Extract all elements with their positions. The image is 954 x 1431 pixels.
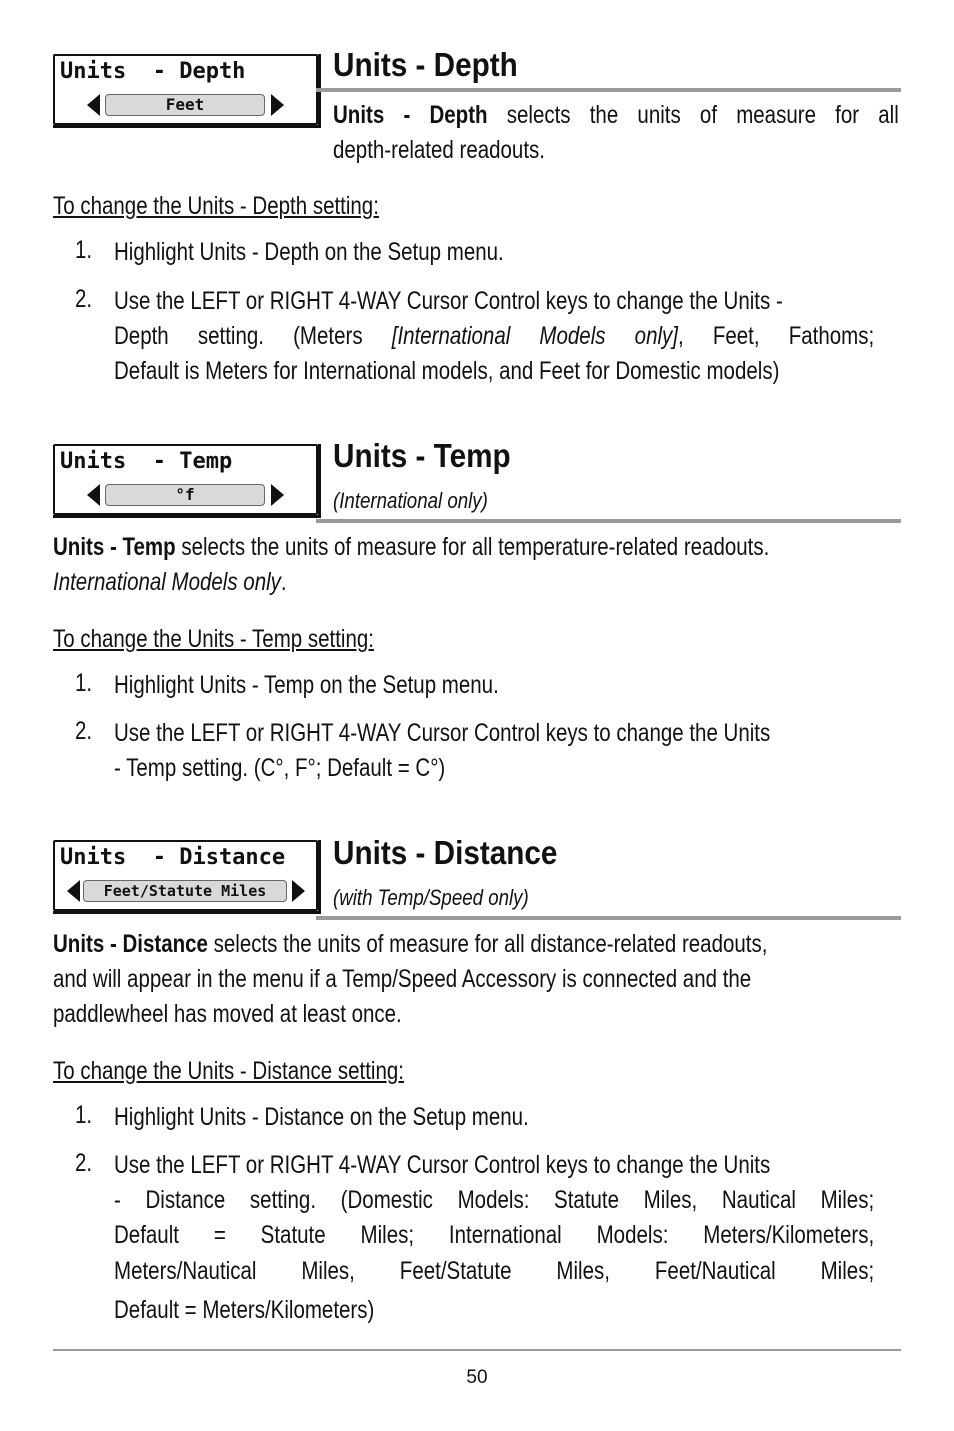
units-temp-menu-title: Units - Temp xyxy=(60,449,233,474)
right-arrow-icon xyxy=(292,880,305,902)
footer-rule xyxy=(53,1349,901,1351)
units-depth-step2-line2-italic: [International Models only] xyxy=(391,322,678,350)
units-distance-menu-widget xyxy=(53,840,318,911)
units-depth-step2-line2-a: Depth setting. (Meters xyxy=(114,322,363,350)
units-distance-desc-bold: Units - Distance xyxy=(53,930,208,958)
units-distance-step1-number: 1. xyxy=(75,1101,93,1129)
units-temp-step2-line2: - Temp setting. (C°, F°; Default = C°) xyxy=(114,754,446,782)
units-temp-heading: Units - Temp xyxy=(333,437,511,474)
units-temp-desc-line2 xyxy=(53,565,287,600)
units-temp-description xyxy=(53,530,769,565)
units-distance-menu-title: Units - Distance xyxy=(60,845,286,870)
units-distance-step2-number: 2. xyxy=(75,1149,93,1177)
left-arrow-icon xyxy=(87,94,100,116)
units-distance-step2-line5: Default = Meters/Kilometers) xyxy=(114,1296,375,1324)
units-depth-step2-number: 2. xyxy=(75,285,93,313)
units-depth-step2-line1: Use the LEFT or RIGHT 4-WAY Cursor Control keys to change the Units - xyxy=(114,287,783,315)
units-depth-heading: Units - Depth xyxy=(333,46,518,83)
units-distance-step2-line4: Meters/Nautical Miles, Feet/Statute Miles, Feet/Nautical Miles; xyxy=(114,1257,875,1285)
units-distance-description xyxy=(53,927,767,962)
units-temp-desc-rest: selects the units of measure for all temperature-related readouts. xyxy=(181,533,770,561)
units-distance-menu-value: Feet/Statute Miles xyxy=(83,880,287,902)
units-distance-desc-line2: and will appear in the menu if a Temp/Speed Accessory is connected and the xyxy=(53,965,752,993)
units-depth-procedure-title: To change the Units - Depth setting: xyxy=(53,192,379,220)
units-depth-desc-bold: Units - Depth xyxy=(333,101,488,129)
units-temp-step2-number: 2. xyxy=(75,717,93,745)
units-temp-menu-widget xyxy=(53,444,318,515)
units-depth-menu-value: Feet xyxy=(105,94,265,116)
units-distance-desc-rest: selects the units of measure for all distance-related readouts, xyxy=(213,930,768,958)
units-distance-step2-line2: - Distance setting. (Domestic Models: Statute Miles, Nautical Miles; xyxy=(114,1186,875,1214)
units-distance-heading: Units - Distance xyxy=(333,834,558,871)
units-depth-desc-line2: depth-related readouts. xyxy=(333,136,545,164)
units-depth-description xyxy=(333,98,899,133)
units-depth-desc-rest: selects the units of measure for all xyxy=(506,101,899,129)
units-temp-desc-line2-end: . xyxy=(280,568,287,596)
units-temp-desc-bold: Units - Temp xyxy=(53,533,176,561)
units-distance-subheading: (with Temp/Speed only) xyxy=(333,885,529,910)
units-depth-step2-line2-b: , Feet, Fathoms; xyxy=(677,322,875,350)
units-depth-menu-title: Units - Depth xyxy=(60,59,246,84)
right-arrow-icon xyxy=(271,94,284,116)
units-distance-desc-line3: paddlewheel has moved at least once. xyxy=(53,1000,402,1028)
left-arrow-icon xyxy=(87,484,100,506)
units-depth-step1-number: 1. xyxy=(75,236,93,264)
units-temp-heading-rule xyxy=(316,519,901,523)
units-distance-procedure-title: To change the Units - Distance setting: xyxy=(53,1057,404,1085)
units-depth-menu-widget xyxy=(53,54,318,125)
units-temp-step1-text: Highlight Units - Temp on the Setup menu. xyxy=(114,671,499,699)
units-temp-menu-value: °f xyxy=(105,484,265,506)
units-distance-step2-line1: Use the LEFT or RIGHT 4-WAY Cursor Control keys to change the Units xyxy=(114,1151,771,1179)
units-distance-step2-line3: Default = Statute Miles; International Models: Meters/Kilometers, xyxy=(114,1221,875,1249)
units-temp-step1-number: 1. xyxy=(75,669,93,697)
units-temp-step2-line1: Use the LEFT or RIGHT 4-WAY Cursor Control keys to change the Units xyxy=(114,719,771,747)
left-arrow-icon xyxy=(67,880,80,902)
units-depth-step2-line2 xyxy=(114,319,874,354)
units-depth-step1-text: Highlight Units - Depth on the Setup menu. xyxy=(114,238,504,266)
page-number: 50 xyxy=(466,1367,488,1388)
units-depth-heading-rule xyxy=(316,88,901,92)
units-distance-heading-rule xyxy=(316,916,901,920)
units-temp-desc-line2-italic: International Models only xyxy=(53,568,281,596)
units-distance-step1-text: Highlight Units - Distance on the Setup menu. xyxy=(114,1103,529,1131)
units-temp-procedure-title: To change the Units - Temp setting: xyxy=(53,625,374,653)
right-arrow-icon xyxy=(271,484,284,506)
units-temp-subheading: (International only) xyxy=(333,488,488,513)
units-depth-step2-line3: Default is Meters for International models, and Feet for Domestic models) xyxy=(114,357,780,385)
